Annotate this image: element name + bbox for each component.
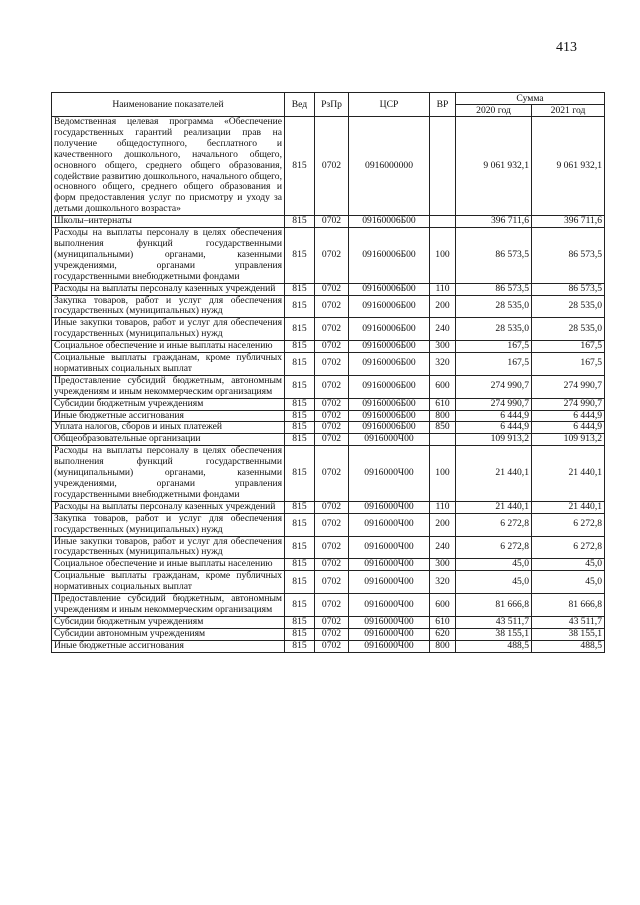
budget-table (51, 92, 605, 653)
cell-csr: 0916000000 (349, 117, 430, 216)
cell-rzpr: 0702 (315, 375, 349, 398)
cell-sum-2020: 488,5 (456, 640, 532, 652)
table-row (52, 594, 605, 617)
cell-rzpr: 0702 (315, 501, 349, 513)
cell-sum-2021: 488,5 (532, 640, 605, 652)
cell-vr: 110 (430, 283, 456, 295)
cell-csr: 0916000Ч00 (349, 571, 430, 594)
cell-sum-2020: 43 511,7 (456, 616, 532, 628)
cell-ved: 815 (285, 434, 315, 446)
cell-ved: 815 (285, 628, 315, 640)
cell-ved: 815 (285, 501, 315, 513)
cell-name: Субсидии бюджетным учреждениям (52, 616, 285, 628)
table-row (52, 228, 605, 284)
cell-sum-2020: 6 272,8 (456, 513, 532, 536)
table-row (52, 628, 605, 640)
cell-csr: 0916000Ч00 (349, 434, 430, 446)
cell-sum-2021: 396 711,6 (532, 216, 605, 228)
cell-sum-2020: 167,5 (456, 341, 532, 353)
table-row (52, 410, 605, 422)
header-vr: ВР (430, 93, 456, 117)
cell-name: Общеобразовательные организации (52, 434, 285, 446)
cell-csr: 0916000Ч00 (349, 559, 430, 571)
cell-csr: 09160006Б00 (349, 318, 430, 341)
cell-vr: 320 (430, 571, 456, 594)
cell-vr: 320 (430, 353, 456, 376)
cell-name: Иные бюджетные ассигнования (52, 410, 285, 422)
cell-csr: 0916000Ч00 (349, 513, 430, 536)
cell-sum-2020: 396 711,6 (456, 216, 532, 228)
cell-sum-2021: 6 272,8 (532, 536, 605, 559)
cell-name: Социальные выплаты гражданам, кроме публичных нормативных социальных выплат (52, 571, 285, 594)
cell-ved: 815 (285, 410, 315, 422)
cell-name: Ведомственная целевая программа «Обеспечение государственных гарантий реализации прав на получение общедоступного, бесплатного и качественного дошкольного, начального общего, основного общего, среднего общего образования, содействие развитию дошкольного, начального общего, основного общего, среднего общего образования и форм предоставления услуг по присмотру и уходу за детьми дошкольного возраста» (52, 117, 285, 216)
cell-csr: 09160006Б00 (349, 375, 430, 398)
cell-sum-2021: 109 913,2 (532, 434, 605, 446)
header-ved: Вед (285, 93, 315, 117)
cell-ved: 815 (285, 594, 315, 617)
cell-rzpr: 0702 (315, 640, 349, 652)
cell-name: Социальные выплаты гражданам, кроме публичных нормативных социальных выплат (52, 353, 285, 376)
cell-sum-2021: 6 444,9 (532, 410, 605, 422)
cell-rzpr: 0702 (315, 571, 349, 594)
cell-sum-2021: 45,0 (532, 571, 605, 594)
cell-rzpr: 0702 (315, 434, 349, 446)
table-row (52, 571, 605, 594)
cell-name: Расходы на выплаты персоналу в целях обеспечения выполнения функций государственными (муниципальными) органами, казенными учреждениями, органами управления государственными внебюджетными фондами (52, 228, 285, 284)
table-row (52, 398, 605, 410)
cell-sum-2021: 86 573,5 (532, 283, 605, 295)
cell-sum-2021: 167,5 (532, 353, 605, 376)
header-year-2021: 2021 год (532, 105, 605, 117)
cell-rzpr: 0702 (315, 216, 349, 228)
cell-name: Закупка товаров, работ и услуг для обеспечения государственных (муниципальных) нужд (52, 513, 285, 536)
table-row (52, 559, 605, 571)
cell-sum-2021: 6 272,8 (532, 513, 605, 536)
cell-vr (430, 216, 456, 228)
table-row (52, 616, 605, 628)
table-row (52, 216, 605, 228)
cell-csr: 0916000Ч00 (349, 536, 430, 559)
cell-ved: 815 (285, 640, 315, 652)
cell-sum-2020: 9 061 932,1 (456, 117, 532, 216)
table-row (52, 341, 605, 353)
header-csr: ЦСР (349, 93, 430, 117)
cell-ved: 815 (285, 422, 315, 434)
cell-ved: 815 (285, 375, 315, 398)
cell-sum-2021: 38 155,1 (532, 628, 605, 640)
cell-sum-2020: 81 666,8 (456, 594, 532, 617)
table-body (52, 117, 605, 653)
cell-csr: 0916000Ч00 (349, 616, 430, 628)
table-row (52, 501, 605, 513)
cell-sum-2020: 38 155,1 (456, 628, 532, 640)
cell-rzpr: 0702 (315, 353, 349, 376)
page-number: 413 (556, 40, 577, 55)
cell-rzpr: 0702 (315, 318, 349, 341)
cell-sum-2020: 6 444,9 (456, 410, 532, 422)
cell-name: Субсидии автономным учреждениям (52, 628, 285, 640)
cell-ved: 815 (285, 295, 315, 318)
cell-vr: 240 (430, 536, 456, 559)
cell-rzpr: 0702 (315, 422, 349, 434)
cell-rzpr: 0702 (315, 594, 349, 617)
cell-csr: 0916000Ч00 (349, 501, 430, 513)
cell-sum-2020: 45,0 (456, 571, 532, 594)
cell-sum-2020: 274 990,7 (456, 375, 532, 398)
cell-vr: 800 (430, 410, 456, 422)
cell-name: Субсидии бюджетным учреждениям (52, 398, 285, 410)
cell-ved: 815 (285, 446, 315, 502)
table-row (52, 434, 605, 446)
cell-vr: 850 (430, 422, 456, 434)
cell-rzpr: 0702 (315, 536, 349, 559)
cell-sum-2021: 6 444,9 (532, 422, 605, 434)
cell-sum-2020: 86 573,5 (456, 228, 532, 284)
cell-name: Закупка товаров, работ и услуг для обеспечения государственных (муниципальных) нужд (52, 295, 285, 318)
cell-ved: 815 (285, 616, 315, 628)
table-header (52, 93, 605, 117)
table-row (52, 446, 605, 502)
cell-rzpr: 0702 (315, 295, 349, 318)
cell-rzpr: 0702 (315, 398, 349, 410)
cell-csr: 09160006Б00 (349, 295, 430, 318)
cell-csr: 0916000Ч00 (349, 628, 430, 640)
cell-vr: 200 (430, 295, 456, 318)
cell-sum-2020: 28 535,0 (456, 318, 532, 341)
cell-vr: 610 (430, 398, 456, 410)
table-row (52, 318, 605, 341)
cell-name: Социальное обеспечение и иные выплаты населению (52, 341, 285, 353)
cell-ved: 815 (285, 216, 315, 228)
cell-csr: 0916000Ч00 (349, 594, 430, 617)
cell-csr: 09160006Б00 (349, 398, 430, 410)
cell-rzpr: 0702 (315, 628, 349, 640)
cell-sum-2021: 274 990,7 (532, 398, 605, 410)
cell-ved: 815 (285, 571, 315, 594)
cell-vr: 110 (430, 501, 456, 513)
cell-ved: 815 (285, 228, 315, 284)
cell-name: Иные бюджетные ассигнования (52, 640, 285, 652)
cell-rzpr: 0702 (315, 228, 349, 284)
cell-rzpr: 0702 (315, 616, 349, 628)
cell-rzpr: 0702 (315, 117, 349, 216)
cell-ved: 815 (285, 559, 315, 571)
table-row (52, 536, 605, 559)
cell-vr: 200 (430, 513, 456, 536)
table-row (52, 422, 605, 434)
cell-sum-2021: 28 535,0 (532, 295, 605, 318)
cell-name: Школы–интернаты (52, 216, 285, 228)
cell-csr: 09160006Б00 (349, 341, 430, 353)
cell-sum-2020: 6 272,8 (456, 536, 532, 559)
table-row (52, 283, 605, 295)
cell-csr: 09160006Б00 (349, 283, 430, 295)
cell-name: Иные закупки товаров, работ и услуг для обеспечения государственных (муниципальных) нужд (52, 536, 285, 559)
cell-csr: 09160006Б00 (349, 353, 430, 376)
cell-sum-2020: 21 440,1 (456, 446, 532, 502)
header-rzpr: РзПр (315, 93, 349, 117)
cell-ved: 815 (285, 536, 315, 559)
cell-csr: 09160006Б00 (349, 216, 430, 228)
table-row (52, 295, 605, 318)
cell-rzpr: 0702 (315, 446, 349, 502)
cell-csr: 09160006Б00 (349, 422, 430, 434)
cell-csr: 09160006Б00 (349, 228, 430, 284)
cell-name: Предоставление субсидий бюджетным, автономным учреждениям и иным некоммерческим организациям (52, 594, 285, 617)
cell-vr: 600 (430, 375, 456, 398)
table-row (52, 375, 605, 398)
cell-ved: 815 (285, 283, 315, 295)
cell-rzpr: 0702 (315, 410, 349, 422)
table-row (52, 117, 605, 216)
table-row (52, 513, 605, 536)
cell-name: Расходы на выплаты персоналу в целях обеспечения выполнения функций государственными (муниципальными) органами, казенными учреждениями, органами управления государственными внебюджетными фондами (52, 446, 285, 502)
header-year-2020: 2020 год (456, 105, 532, 117)
cell-name: Расходы на выплаты персоналу казенных учреждений (52, 283, 285, 295)
cell-sum-2020: 167,5 (456, 353, 532, 376)
cell-sum-2021: 9 061 932,1 (532, 117, 605, 216)
cell-name: Уплата налогов, сборов и иных платежей (52, 422, 285, 434)
cell-vr: 620 (430, 628, 456, 640)
cell-sum-2020: 28 535,0 (456, 295, 532, 318)
cell-rzpr: 0702 (315, 513, 349, 536)
header-sum: Сумма (456, 93, 605, 105)
cell-ved: 815 (285, 353, 315, 376)
cell-vr: 800 (430, 640, 456, 652)
cell-sum-2020: 86 573,5 (456, 283, 532, 295)
cell-sum-2021: 21 440,1 (532, 501, 605, 513)
cell-sum-2020: 6 444,9 (456, 422, 532, 434)
cell-rzpr: 0702 (315, 283, 349, 295)
cell-ved: 815 (285, 318, 315, 341)
cell-vr: 600 (430, 594, 456, 617)
cell-sum-2020: 109 913,2 (456, 434, 532, 446)
cell-rzpr: 0702 (315, 341, 349, 353)
cell-csr: 09160006Б00 (349, 410, 430, 422)
cell-sum-2021: 86 573,5 (532, 228, 605, 284)
cell-csr: 0916000Ч00 (349, 446, 430, 502)
cell-sum-2021: 21 440,1 (532, 446, 605, 502)
cell-vr: 240 (430, 318, 456, 341)
cell-vr: 100 (430, 228, 456, 284)
cell-csr: 0916000Ч00 (349, 640, 430, 652)
cell-name: Предоставление субсидий бюджетным, автономным учреждениям и иным некоммерческим организациям (52, 375, 285, 398)
cell-vr (430, 434, 456, 446)
table-row (52, 640, 605, 652)
cell-sum-2020: 274 990,7 (456, 398, 532, 410)
cell-ved: 815 (285, 341, 315, 353)
cell-ved: 815 (285, 117, 315, 216)
cell-sum-2020: 21 440,1 (456, 501, 532, 513)
cell-sum-2021: 167,5 (532, 341, 605, 353)
table-row (52, 353, 605, 376)
cell-name: Социальное обеспечение и иные выплаты населению (52, 559, 285, 571)
cell-name: Иные закупки товаров, работ и услуг для обеспечения государственных (муниципальных) нужд (52, 318, 285, 341)
cell-vr (430, 117, 456, 216)
cell-ved: 815 (285, 398, 315, 410)
cell-sum-2021: 45,0 (532, 559, 605, 571)
cell-vr: 300 (430, 341, 456, 353)
cell-ved: 815 (285, 513, 315, 536)
cell-name: Расходы на выплаты персоналу казенных учреждений (52, 501, 285, 513)
cell-sum-2021: 43 511,7 (532, 616, 605, 628)
cell-vr: 610 (430, 616, 456, 628)
cell-rzpr: 0702 (315, 559, 349, 571)
cell-sum-2020: 45,0 (456, 559, 532, 571)
cell-sum-2021: 81 666,8 (532, 594, 605, 617)
cell-vr: 300 (430, 559, 456, 571)
header-name: Наименование показателей (52, 93, 285, 117)
cell-vr: 100 (430, 446, 456, 502)
cell-sum-2021: 28 535,0 (532, 318, 605, 341)
cell-sum-2021: 274 990,7 (532, 375, 605, 398)
